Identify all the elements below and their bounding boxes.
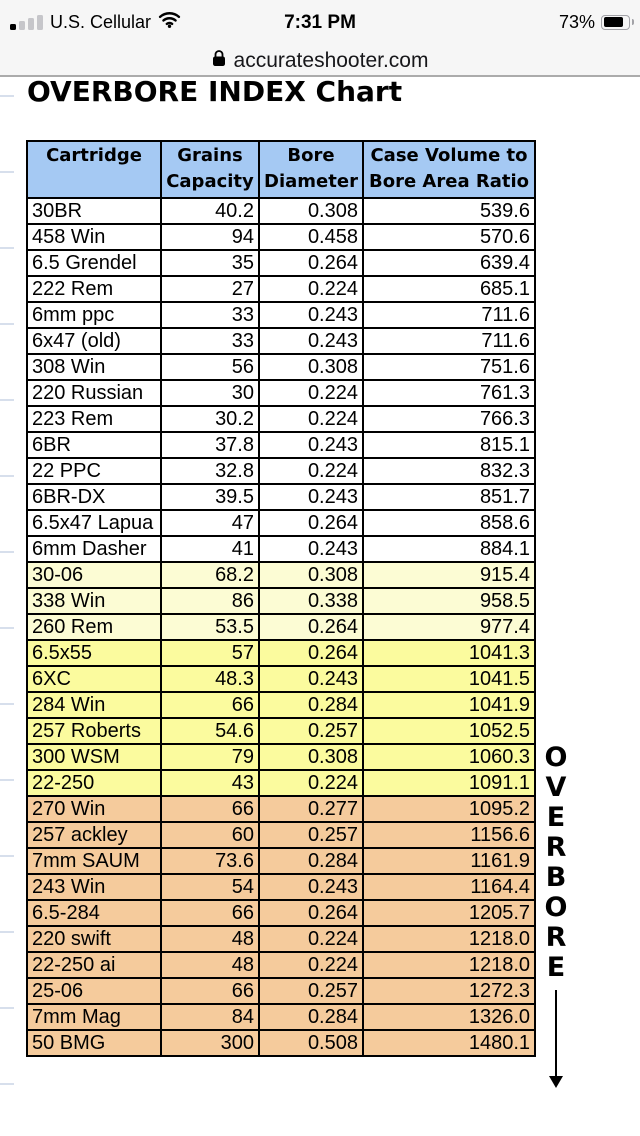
cell-cartridge: 22-250 [27, 770, 161, 796]
cell-bore: 0.264 [259, 614, 363, 640]
cell-grains: 37.8 [161, 432, 259, 458]
cell-grains: 84 [161, 1004, 259, 1030]
cell-grains: 57 [161, 640, 259, 666]
col-header-line: Case Volume to [370, 145, 528, 166]
cell-ratio: 977.4 [363, 614, 535, 640]
table-row [27, 198, 535, 224]
overbore-letter: E [546, 802, 566, 833]
cell-grains: 47 [161, 510, 259, 536]
down-arrow-icon [555, 990, 557, 1076]
cell-cartridge: 7mm Mag [27, 1004, 161, 1030]
cell-grains: 66 [161, 796, 259, 822]
table-row [27, 562, 535, 588]
cell-ratio: 815.1 [363, 432, 535, 458]
cell-ratio: 915.4 [363, 562, 535, 588]
cell-grains: 33 [161, 302, 259, 328]
cell-ratio: 639.4 [363, 250, 535, 276]
table-row [27, 536, 535, 562]
cell-cartridge: 50 BMG [27, 1030, 161, 1056]
cell-bore: 0.257 [259, 718, 363, 744]
table-row [27, 900, 535, 926]
cell-grains: 56 [161, 354, 259, 380]
table-row [27, 926, 535, 952]
battery-percent-label: 73% [558, 11, 595, 32]
cell-ratio: 1052.5 [363, 718, 535, 744]
cell-grains: 30 [161, 380, 259, 406]
col-header-bore-diameter [259, 141, 363, 198]
table-row [27, 458, 535, 484]
cell-grains: 66 [161, 900, 259, 926]
cell-cartridge: 25-06 [27, 978, 161, 1004]
col-header-line: Capacity [166, 171, 254, 192]
table-row [27, 666, 535, 692]
overbore-text [536, 743, 576, 983]
cell-ratio: 1041.9 [363, 692, 535, 718]
cell-bore: 0.284 [259, 1004, 363, 1030]
cell-bore: 0.284 [259, 692, 363, 718]
table-row [27, 718, 535, 744]
down-arrow-head [549, 1076, 563, 1088]
cell-cartridge: 6.5-284 [27, 900, 161, 926]
cell-bore: 0.277 [259, 796, 363, 822]
cell-grains: 43 [161, 770, 259, 796]
cell-bore: 0.224 [259, 458, 363, 484]
cell-ratio: 539.6 [363, 198, 535, 224]
table-row [27, 1030, 535, 1056]
cell-ratio: 1480.1 [363, 1030, 535, 1056]
cell-cartridge: 222 Rem [27, 276, 161, 302]
overbore-letter: V [545, 772, 567, 803]
cell-ratio: 1218.0 [363, 952, 535, 978]
cell-cartridge: 223 Rem [27, 406, 161, 432]
cell-cartridge: 22 PPC [27, 458, 161, 484]
cell-grains: 40.2 [161, 198, 259, 224]
browser-chrome [0, 0, 640, 77]
table-row [27, 744, 535, 770]
url-domain-label[interactable]: accurateshooter.com [233, 48, 429, 72]
cell-cartridge: 458 Win [27, 224, 161, 250]
cell-bore: 0.308 [259, 744, 363, 770]
table-row [27, 796, 535, 822]
cell-ratio: 1156.6 [363, 822, 535, 848]
cell-cartridge: 6BR [27, 432, 161, 458]
cell-cartridge: 257 Roberts [27, 718, 161, 744]
battery-icon [601, 15, 630, 30]
overbore-index-table [26, 140, 536, 1057]
cell-ratio: 761.3 [363, 380, 535, 406]
cell-cartridge: 22-250 ai [27, 952, 161, 978]
table-row [27, 406, 535, 432]
cell-bore: 0.243 [259, 302, 363, 328]
cell-grains: 35 [161, 250, 259, 276]
cell-bore: 0.224 [259, 952, 363, 978]
table-row [27, 952, 535, 978]
col-header-line: Grains [177, 145, 243, 166]
cell-ratio: 1060.3 [363, 744, 535, 770]
table-row [27, 354, 535, 380]
url-bar[interactable] [0, 44, 640, 77]
cell-grains: 54 [161, 874, 259, 900]
cell-signal-icon [10, 14, 43, 30]
cell-ratio: 766.3 [363, 406, 535, 432]
cell-cartridge: 300 WSM [27, 744, 161, 770]
cell-cartridge: 270 Win [27, 796, 161, 822]
table-row [27, 250, 535, 276]
cell-grains: 48 [161, 926, 259, 952]
cell-cartridge: 308 Win [27, 354, 161, 380]
cell-ratio: 751.6 [363, 354, 535, 380]
cell-bore: 0.243 [259, 432, 363, 458]
cell-ratio: 832.3 [363, 458, 535, 484]
table-row [27, 1004, 535, 1030]
table-row [27, 484, 535, 510]
cell-cartridge: 6.5x55 [27, 640, 161, 666]
table-row [27, 770, 535, 796]
cell-cartridge: 30-06 [27, 562, 161, 588]
cell-grains: 27 [161, 276, 259, 302]
cell-bore: 0.257 [259, 822, 363, 848]
cell-bore: 0.264 [259, 640, 363, 666]
cell-ratio: 1272.3 [363, 978, 535, 1004]
cell-bore: 0.264 [259, 510, 363, 536]
cell-bore: 0.308 [259, 354, 363, 380]
table-row [27, 614, 535, 640]
cell-bore: 0.243 [259, 536, 363, 562]
cell-bore: 0.284 [259, 848, 363, 874]
wifi-icon [158, 11, 181, 33]
cell-grains: 66 [161, 978, 259, 1004]
overbore-letter: B [545, 862, 567, 893]
cell-ratio: 1095.2 [363, 796, 535, 822]
table-row [27, 848, 535, 874]
cell-grains: 41 [161, 536, 259, 562]
overbore-letter: O [544, 892, 568, 923]
table-row [27, 588, 535, 614]
cell-cartridge: 6mm ppc [27, 302, 161, 328]
cell-ratio: 851.7 [363, 484, 535, 510]
cell-bore: 0.243 [259, 484, 363, 510]
col-header-cartridge [27, 141, 161, 198]
cell-ratio: 685.1 [363, 276, 535, 302]
status-bar [0, 0, 640, 44]
cell-grains: 33 [161, 328, 259, 354]
col-header-grains-capacity [161, 141, 259, 198]
table-row [27, 822, 535, 848]
page-title: OVERBORE INDEX Chart [27, 75, 403, 108]
cell-grains: 60 [161, 822, 259, 848]
cell-grains: 48.3 [161, 666, 259, 692]
cell-bore: 0.224 [259, 926, 363, 952]
cell-grains: 300 [161, 1030, 259, 1056]
page-content [0, 75, 640, 1136]
overbore-letter: E [546, 952, 566, 983]
cell-ratio: 1041.5 [363, 666, 535, 692]
clock-label: 7:31 PM [284, 12, 356, 33]
cell-bore: 0.458 [259, 224, 363, 250]
cell-ratio: 958.5 [363, 588, 535, 614]
cell-grains: 32.8 [161, 458, 259, 484]
cell-grains: 54.6 [161, 718, 259, 744]
table-row [27, 640, 535, 666]
col-header-line: Diameter [264, 171, 358, 192]
cell-bore: 0.508 [259, 1030, 363, 1056]
cell-cartridge: 243 Win [27, 874, 161, 900]
cell-bore: 0.224 [259, 276, 363, 302]
cell-ratio: 858.6 [363, 510, 535, 536]
cell-grains: 53.5 [161, 614, 259, 640]
cell-cartridge: 6.5 Grendel [27, 250, 161, 276]
cell-grains: 86 [161, 588, 259, 614]
cell-ratio: 1205.7 [363, 900, 535, 926]
cell-bore: 0.338 [259, 588, 363, 614]
cell-cartridge: 220 swift [27, 926, 161, 952]
cell-cartridge: 6BR-DX [27, 484, 161, 510]
table-row [27, 510, 535, 536]
table-row [27, 328, 535, 354]
cell-ratio: 1041.3 [363, 640, 535, 666]
cell-bore: 0.224 [259, 770, 363, 796]
cell-cartridge: 30BR [27, 198, 161, 224]
cell-cartridge: 220 Russian [27, 380, 161, 406]
cell-grains: 94 [161, 224, 259, 250]
cell-bore: 0.308 [259, 198, 363, 224]
cell-bore: 0.243 [259, 874, 363, 900]
cell-bore: 0.243 [259, 666, 363, 692]
cell-grains: 79 [161, 744, 259, 770]
carrier-label: U.S. Cellular [50, 11, 152, 32]
cell-grains: 48 [161, 952, 259, 978]
overbore-letter: R [545, 832, 567, 863]
cell-cartridge: 257 ackley [27, 822, 161, 848]
cell-ratio: 711.6 [363, 302, 535, 328]
table-row [27, 380, 535, 406]
cell-ratio: 1164.4 [363, 874, 535, 900]
cell-ratio: 1091.1 [363, 770, 535, 796]
col-header-line: Bore [287, 145, 335, 166]
cell-cartridge: 6.5x47 Lapua [27, 510, 161, 536]
cell-bore: 0.243 [259, 328, 363, 354]
table-header [27, 141, 535, 198]
table-row [27, 224, 535, 250]
overbore-letter: O [544, 742, 568, 773]
col-header-case-volume-ratio [363, 141, 535, 198]
cell-ratio: 884.1 [363, 536, 535, 562]
col-header-line: Bore Area Ratio [368, 171, 529, 192]
cell-cartridge: 338 Win [27, 588, 161, 614]
table-row [27, 874, 535, 900]
overbore-letter: R [545, 922, 567, 953]
lock-icon [212, 49, 226, 73]
cell-cartridge: 6XC [27, 666, 161, 692]
cell-cartridge: 6mm Dasher [27, 536, 161, 562]
cell-ratio: 1326.0 [363, 1004, 535, 1030]
cell-cartridge: 284 Win [27, 692, 161, 718]
cell-bore: 0.264 [259, 250, 363, 276]
cell-ratio: 1218.0 [363, 926, 535, 952]
cell-grains: 73.6 [161, 848, 259, 874]
cell-bore: 0.224 [259, 406, 363, 432]
spreadsheet-gridlines [0, 79, 14, 1136]
cell-ratio: 570.6 [363, 224, 535, 250]
cell-bore: 0.224 [259, 380, 363, 406]
cell-cartridge: 260 Rem [27, 614, 161, 640]
cell-bore: 0.264 [259, 900, 363, 926]
cell-ratio: 1161.9 [363, 848, 535, 874]
cell-cartridge: 7mm SAUM [27, 848, 161, 874]
cell-grains: 30.2 [161, 406, 259, 432]
overbore-vertical-label [536, 743, 576, 1088]
cell-bore: 0.257 [259, 978, 363, 1004]
cell-bore: 0.308 [259, 562, 363, 588]
table-row [27, 432, 535, 458]
cell-cartridge: 6x47 (old) [27, 328, 161, 354]
cell-grains: 66 [161, 692, 259, 718]
table-row [27, 302, 535, 328]
table-row [27, 978, 535, 1004]
cell-ratio: 711.6 [363, 328, 535, 354]
cell-grains: 39.5 [161, 484, 259, 510]
cell-grains: 68.2 [161, 562, 259, 588]
col-header-line: Cartridge [46, 145, 142, 166]
table-row [27, 276, 535, 302]
table-row [27, 692, 535, 718]
